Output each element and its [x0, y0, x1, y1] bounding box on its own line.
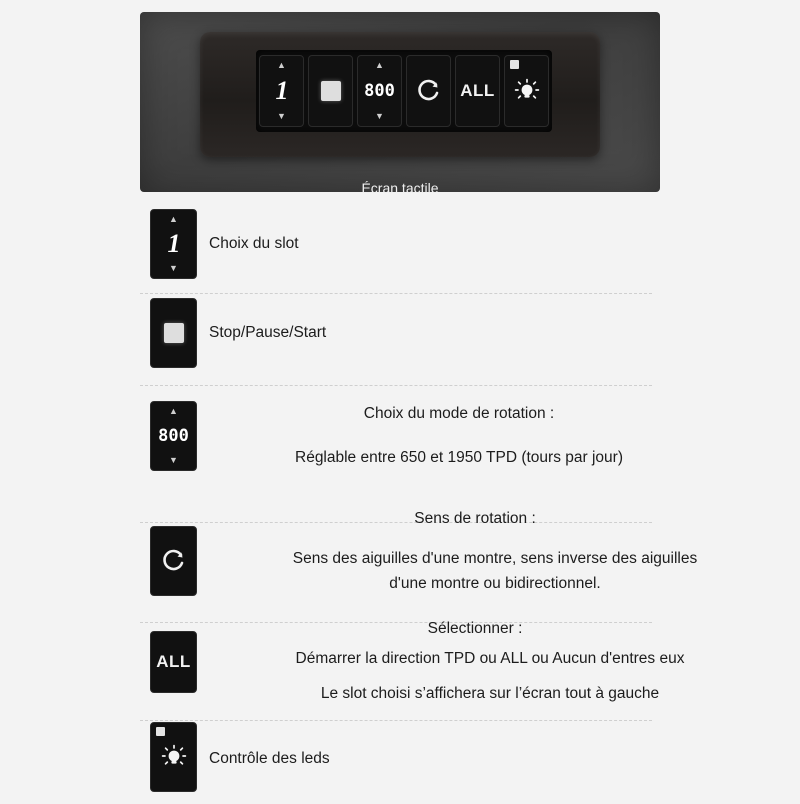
- stop-square-icon: [164, 323, 184, 343]
- legend-item-stop: [0, 288, 800, 378]
- stop-square-icon: [321, 81, 341, 101]
- bulb-icon: [160, 743, 188, 771]
- legend-key-stop-pause-start[interactable]: [150, 298, 197, 368]
- caret-up-icon: ▲: [277, 60, 286, 70]
- led-indicator-icon: [510, 60, 519, 69]
- legend-key-slot-select[interactable]: [150, 209, 197, 279]
- legend-text: Sens des aiguilles d'une montre, sens inverse des aiguilles: [292, 550, 698, 568]
- caret-up-icon: ▲: [375, 60, 384, 70]
- tpd-value: 800: [158, 426, 189, 446]
- legend-text: Sens de rotation :: [414, 510, 536, 528]
- all-label: ALL: [460, 81, 495, 100]
- legend-list: [0, 200, 800, 804]
- legend-text: Stop/Pause/Start: [209, 323, 327, 341]
- caret-up-icon: ▲: [169, 214, 178, 224]
- rotation-arc-icon: [161, 548, 187, 574]
- legend-item-rotation-direction: [0, 494, 800, 609]
- screen-key-rotation-mode[interactable]: [357, 55, 402, 127]
- legend-text: Réglable entre 650 et 1950 TPD (tours par jour): [295, 449, 623, 466]
- caret-up-icon: ▲: [169, 406, 178, 416]
- screen-key-rotation-direction[interactable]: [406, 55, 451, 127]
- legend-key-rotation-mode[interactable]: [150, 401, 197, 471]
- touch-screen[interactable]: [256, 50, 552, 132]
- screen-key-slot-select[interactable]: [259, 55, 304, 127]
- legend-text: Contrôle des leds: [209, 749, 330, 767]
- all-label: ALL: [156, 652, 191, 671]
- legend-key-rotation-direction[interactable]: [150, 526, 197, 596]
- slot-digit: 1: [275, 76, 288, 105]
- legend-key-select-all[interactable]: [150, 631, 197, 693]
- screen-key-led-control[interactable]: [504, 55, 549, 127]
- legend-item-select-all: [0, 609, 800, 714]
- legend-text: d'une montre ou bidirectionnel.: [389, 574, 601, 592]
- legend-item-slot: [0, 200, 800, 288]
- screen-key-stop-pause-start[interactable]: [308, 55, 353, 127]
- rotation-arc-icon: [416, 78, 442, 104]
- caret-down-icon: ▼: [277, 111, 286, 121]
- legend-key-led-control[interactable]: [150, 722, 197, 792]
- caret-down-icon: ▼: [375, 111, 384, 121]
- led-indicator-icon: [156, 727, 165, 736]
- screen-key-select-all[interactable]: [455, 55, 500, 127]
- legend-item-led-control: [0, 714, 800, 804]
- legend-item-rotation-mode: [0, 378, 800, 494]
- tpd-value: 800: [364, 81, 395, 101]
- legend-text: Sélectionner :: [427, 620, 523, 638]
- legend-text: Choix du slot: [209, 234, 299, 252]
- legend-text: Le slot choisi s’affichera sur l’écran tout à gauche: [320, 684, 660, 702]
- caret-down-icon: ▼: [169, 263, 178, 273]
- legend-text: Choix du mode de rotation :: [363, 404, 555, 422]
- screen-caption: Écran tactile: [361, 180, 439, 196]
- bulb-icon: [513, 77, 541, 105]
- device-bezel: [200, 32, 600, 157]
- caret-down-icon: ▼: [169, 455, 178, 465]
- legend-text: Démarrer la direction TPD ou ALL ou Aucun d'entres eux: [295, 650, 685, 668]
- device-photo: [0, 0, 800, 200]
- slot-digit: 1: [167, 229, 180, 258]
- device-plate: [140, 12, 660, 196]
